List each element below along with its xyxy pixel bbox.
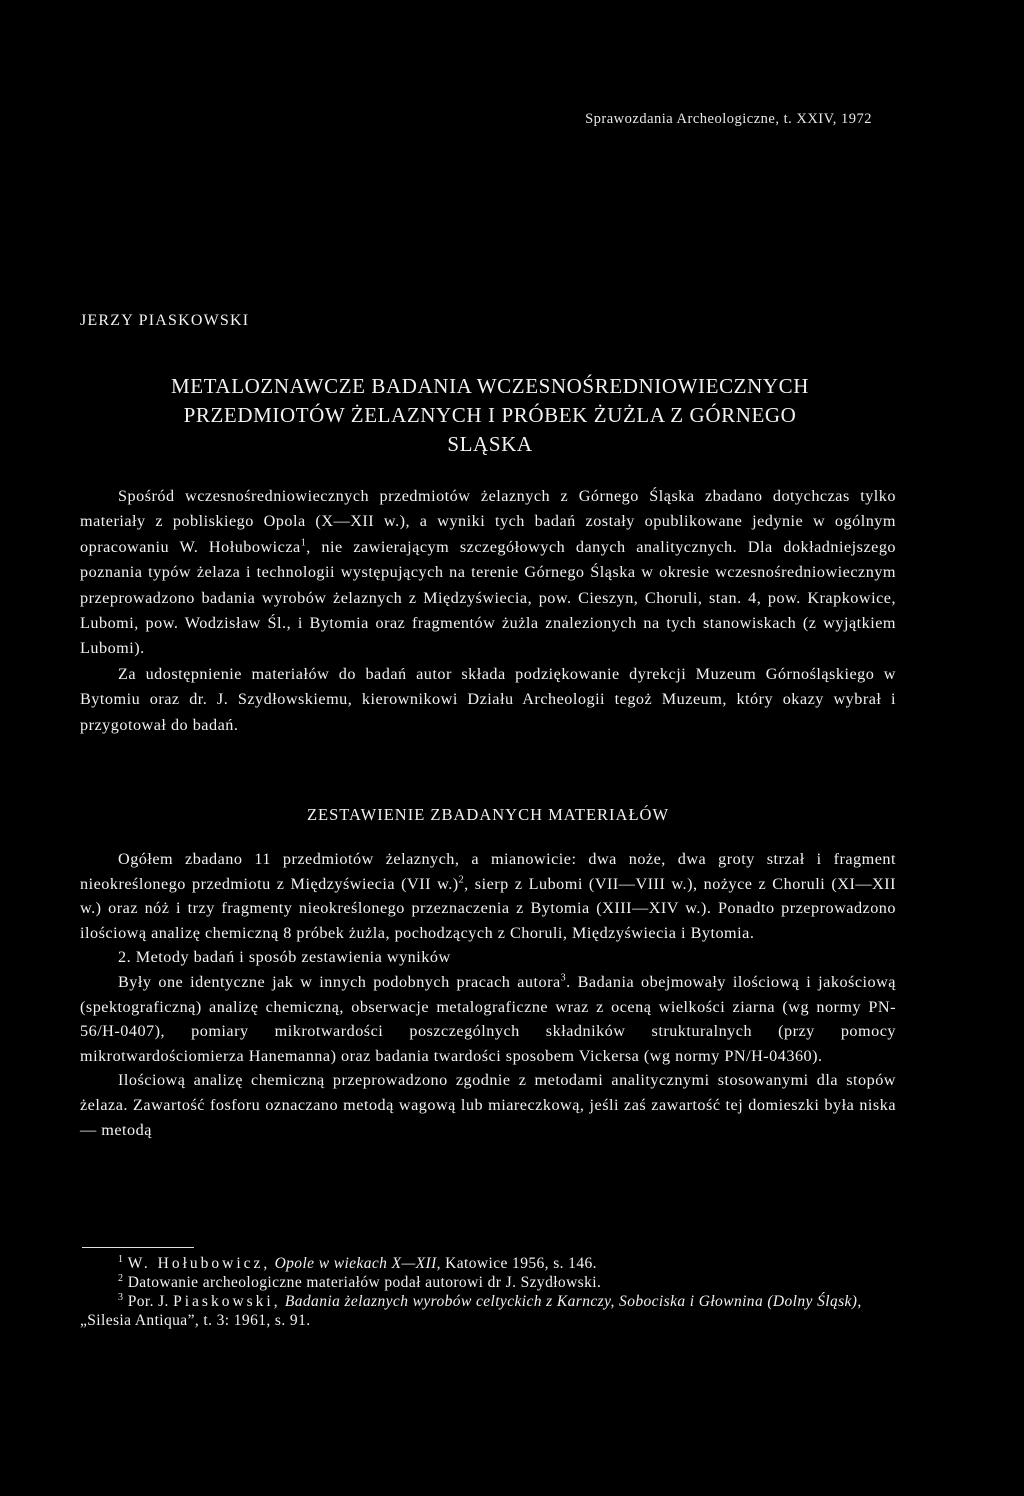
- footnote-ref-1: 1: [300, 537, 307, 549]
- footnote-1-rest: Katowice 1956, s. 146.: [440, 1255, 597, 1272]
- methods-p1-text-b: . Badania obejmowały ilościową i jakościową (spektograficzną) analizę chemiczną, obserwacje metalograficzne wraz z oceną wielkości ziarna (wg normy PN-56/H-0407), pomiary mikrotwardości poszczególnych składników strukturalnych (przy pomocy mikrotwardościomierza Hanemanna) oraz badania twardości sposobem Vickersa (wg normy PN/H-04360).: [80, 972, 896, 1065]
- footnote-1: [80, 1254, 896, 1273]
- title-line-3: SLĄSKA: [447, 432, 533, 456]
- footnotes: [80, 1254, 896, 1330]
- footnote-ref-3: 3: [560, 972, 567, 984]
- materials-paragraph-1: [80, 847, 896, 945]
- footnote-1-number: 1: [118, 1253, 124, 1265]
- section-heading: ZESTAWIENIE ZBADANYCH MATERIAŁÓW: [306, 805, 670, 824]
- footnote-2: [80, 1273, 896, 1292]
- methods-p1-text-a: Były one identyczne jak w innych podobnych pracach autora: [118, 972, 561, 991]
- title-line-1: METALOZNAWCZE BADANIA WCZESNOŚREDNIOWIECZNYCH: [170, 374, 810, 398]
- footnote-2-text: Datowanie archeologiczne materiałów podał autorowi dr J. Szydłowski.: [127, 1274, 602, 1291]
- methods-paragraph-2: Ilościową analizę chemiczną przeprowadzono zgodnie z metodami analitycznymi stosowanymi dla stopów żelaza. Zawartość fosforu oznaczano metodą wagową lub miareczkową, jeśli zaś zawartość tej domieszki była niska — metodą: [80, 1071, 896, 1139]
- footnote-3-rest: „Silesia Antiqua”, t. 3: 1961, s. 91.: [80, 1312, 311, 1329]
- footnote-1-author: W. Hołubowicz,: [127, 1255, 271, 1272]
- title-line-2: PRZEDMIOTÓW ŻELAZNYCH I PRÓBEK ŻUŻLA Z GÓRNEGO: [183, 403, 797, 427]
- intro-text: [80, 484, 896, 738]
- intro-p1-text-b: , nie zawierającym szczegółowych danych analitycznych. Dla dokładniejszego poznania typów żelaza i technologii występujących na terenie Górnego Śląska w okresie wczesnośredniowiecznym przeprowadzono badania wyrobów żelaznych z Międzyświecia, pow. Cieszyn, Choruli, stan. 4, pow. Krapkowice, Lubomi, pow. Wodzisław Śl., i Bytomia oraz fragmentów żużla znalezionych na tych stanowiskach (z wyjątkiem Lubomi).: [80, 537, 897, 658]
- intro-paragraph-1: [80, 484, 896, 662]
- footnote-2-number: 2: [118, 1272, 124, 1284]
- materials-p1-text-b: , sierp z Lubomi (VII—VIII w.), nożyce z Choruli (XI—XII w.) oraz nóż i trzy fragmenty nieokreślonego przeznaczenia z Bytomia (XIII—XIV w.). Ponadto przeprowadzono ilościową analizę chemiczną 8 próbek żużla, pochodzących z Choruli, Międzyświecia i Bytomia.: [80, 874, 896, 942]
- intro-p1-text-a: Spośród wczesnośredniowiecznych przedmiotów żelaznych z Górnego Śląska zbadano dotychczas tylko materiały z pobliskiego Opola (X—XII w.), a wyniki tych badań zostały opublikowane jedynie w ogólnym opracowaniu W. Hołubowicza: [80, 487, 896, 556]
- methods-paragraph-1: [80, 970, 896, 1068]
- article-title: [80, 372, 900, 459]
- methods-subheading: 2. Metody badań i sposób zestawienia wyników: [118, 948, 451, 967]
- footnote-3-prefix: Por. J.: [127, 1293, 174, 1310]
- running-head: Sprawozdania Archeologiczne, t. XXIV, 1972: [585, 111, 872, 127]
- footnote-3-number: 3: [118, 1291, 124, 1303]
- materials-text: [80, 847, 896, 1142]
- intro-paragraph-2: Za udostępnienie materiałów do badań autor składa podziękowanie dyrekcji Muzeum Górnośląskiego w Bytomiu oraz dr. J. Szydłowskiemu, kierownikowi Działu Archeologii tegoż Muzeum, który okazy wybrał i przygotował do badań.: [80, 664, 896, 734]
- footnote-3: [80, 1292, 896, 1330]
- materials-p1-text-a: Ogółem zbadano 11 przedmiotów żelaznych, a mianowicie: dwa noże, dwa groty strzał i fragment nieokreślonego przedmiotu z Międzyświecia (VII w.): [80, 850, 896, 893]
- footnote-rule: [82, 1247, 194, 1248]
- footnote-3-title: Badania żelaznych wyrobów celtyckich z Karnczy, Sobociska i Głownina (Dolny Śląsk),: [284, 1293, 862, 1310]
- footnote-3-author: Piaskowski,: [173, 1293, 281, 1310]
- footnote-1-title: Opole w wiekach X—XII,: [274, 1255, 441, 1272]
- footnote-ref-2: 2: [458, 874, 465, 886]
- author-name: JERZY PIASKOWSKI: [80, 312, 250, 329]
